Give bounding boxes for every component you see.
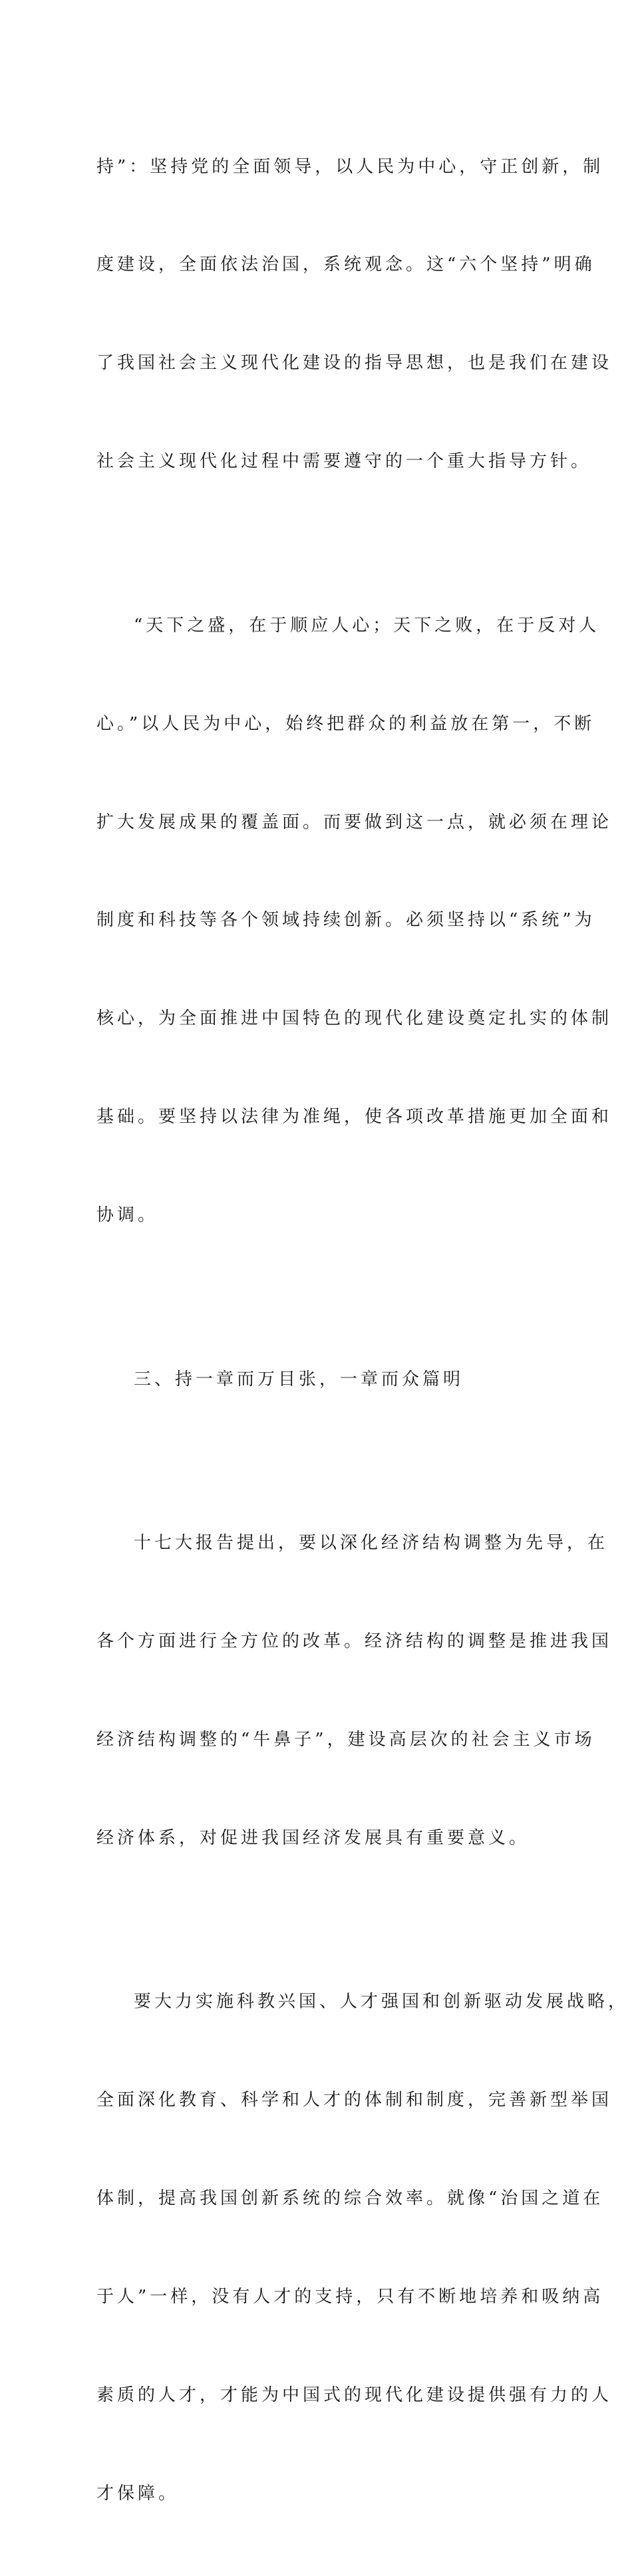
text-line: 度建设，全面依法治国，系统观念。这“六个坚持”明确 <box>96 255 595 275</box>
text-line: 十七大报告提出，要以深化经济结构调整为先导，在 <box>134 1533 609 1554</box>
text-line: 协调。 <box>96 1205 159 1226</box>
text-line: 要大力实施科教兴国、人才强国和创新驱动发展战略， <box>134 1992 629 2012</box>
text-line: 素质的人才，才能为中国式的现代化建设提供强有力的人 <box>96 2385 613 2405</box>
paragraph-talent-strategy <box>96 1921 629 2576</box>
text-line: 核心，为全面推进中国特色的现代化建设奠定扎实的体制 <box>96 1008 613 1029</box>
text-line: 各个方面进行全方位的改革。经济结构的调整是推进我国 <box>96 1631 613 1651</box>
paragraph-economic-structure <box>96 1461 613 1920</box>
paragraph-six-principles <box>96 85 613 544</box>
text-line: 于人”一样，没有人才的支持，只有不断地培养和吸纳高 <box>96 2286 604 2307</box>
text-line: 扩大发展成果的覆盖面。而要做到这一点，就必须在理论 <box>96 812 613 832</box>
text-line: 制度和科技等各个领域持续创新。必须坚持以“系统”为 <box>96 910 595 931</box>
document-body <box>96 85 629 2576</box>
text-line: 持”：坚持党的全面领导，以人民为中心，守正创新，制 <box>96 156 604 177</box>
text-line: 体制，提高我国创新系统的综合效率。就像“治国之道在 <box>96 2188 604 2208</box>
text-line: 经济结构调整的“牛鼻子”，建设高层次的社会主义市场 <box>96 1729 595 1750</box>
section-heading: 三、持一章而万目张，一章而众篇明 <box>134 1369 464 1389</box>
text-line: 了我国社会主义现代化建设的指导思想，也是我们在建设 <box>96 353 613 374</box>
text-line: 全面深化教育、科学和人才的体制和制度，完善新型举国 <box>96 2090 613 2111</box>
section-heading-three <box>96 1298 549 1461</box>
text-line: 社会主义现代化过程中需要遵守的一个重大指导方针。 <box>96 451 592 472</box>
text-line: 才保障。 <box>96 2483 180 2504</box>
text-line: 心。”以人民为中心，始终把群众的利益放在第一，不断 <box>96 713 595 734</box>
text-line: “天下之盛，在于顺应人心；天下之败，在于反对人 <box>134 615 600 636</box>
paragraph-people-centered <box>96 544 613 1298</box>
text-line: 基础。要坚持以法律为准绳，使各项改革措施更加全面和 <box>96 1107 613 1127</box>
text-line: 经济体系，对促进我国经济发展具有重要意义。 <box>96 1827 530 1848</box>
